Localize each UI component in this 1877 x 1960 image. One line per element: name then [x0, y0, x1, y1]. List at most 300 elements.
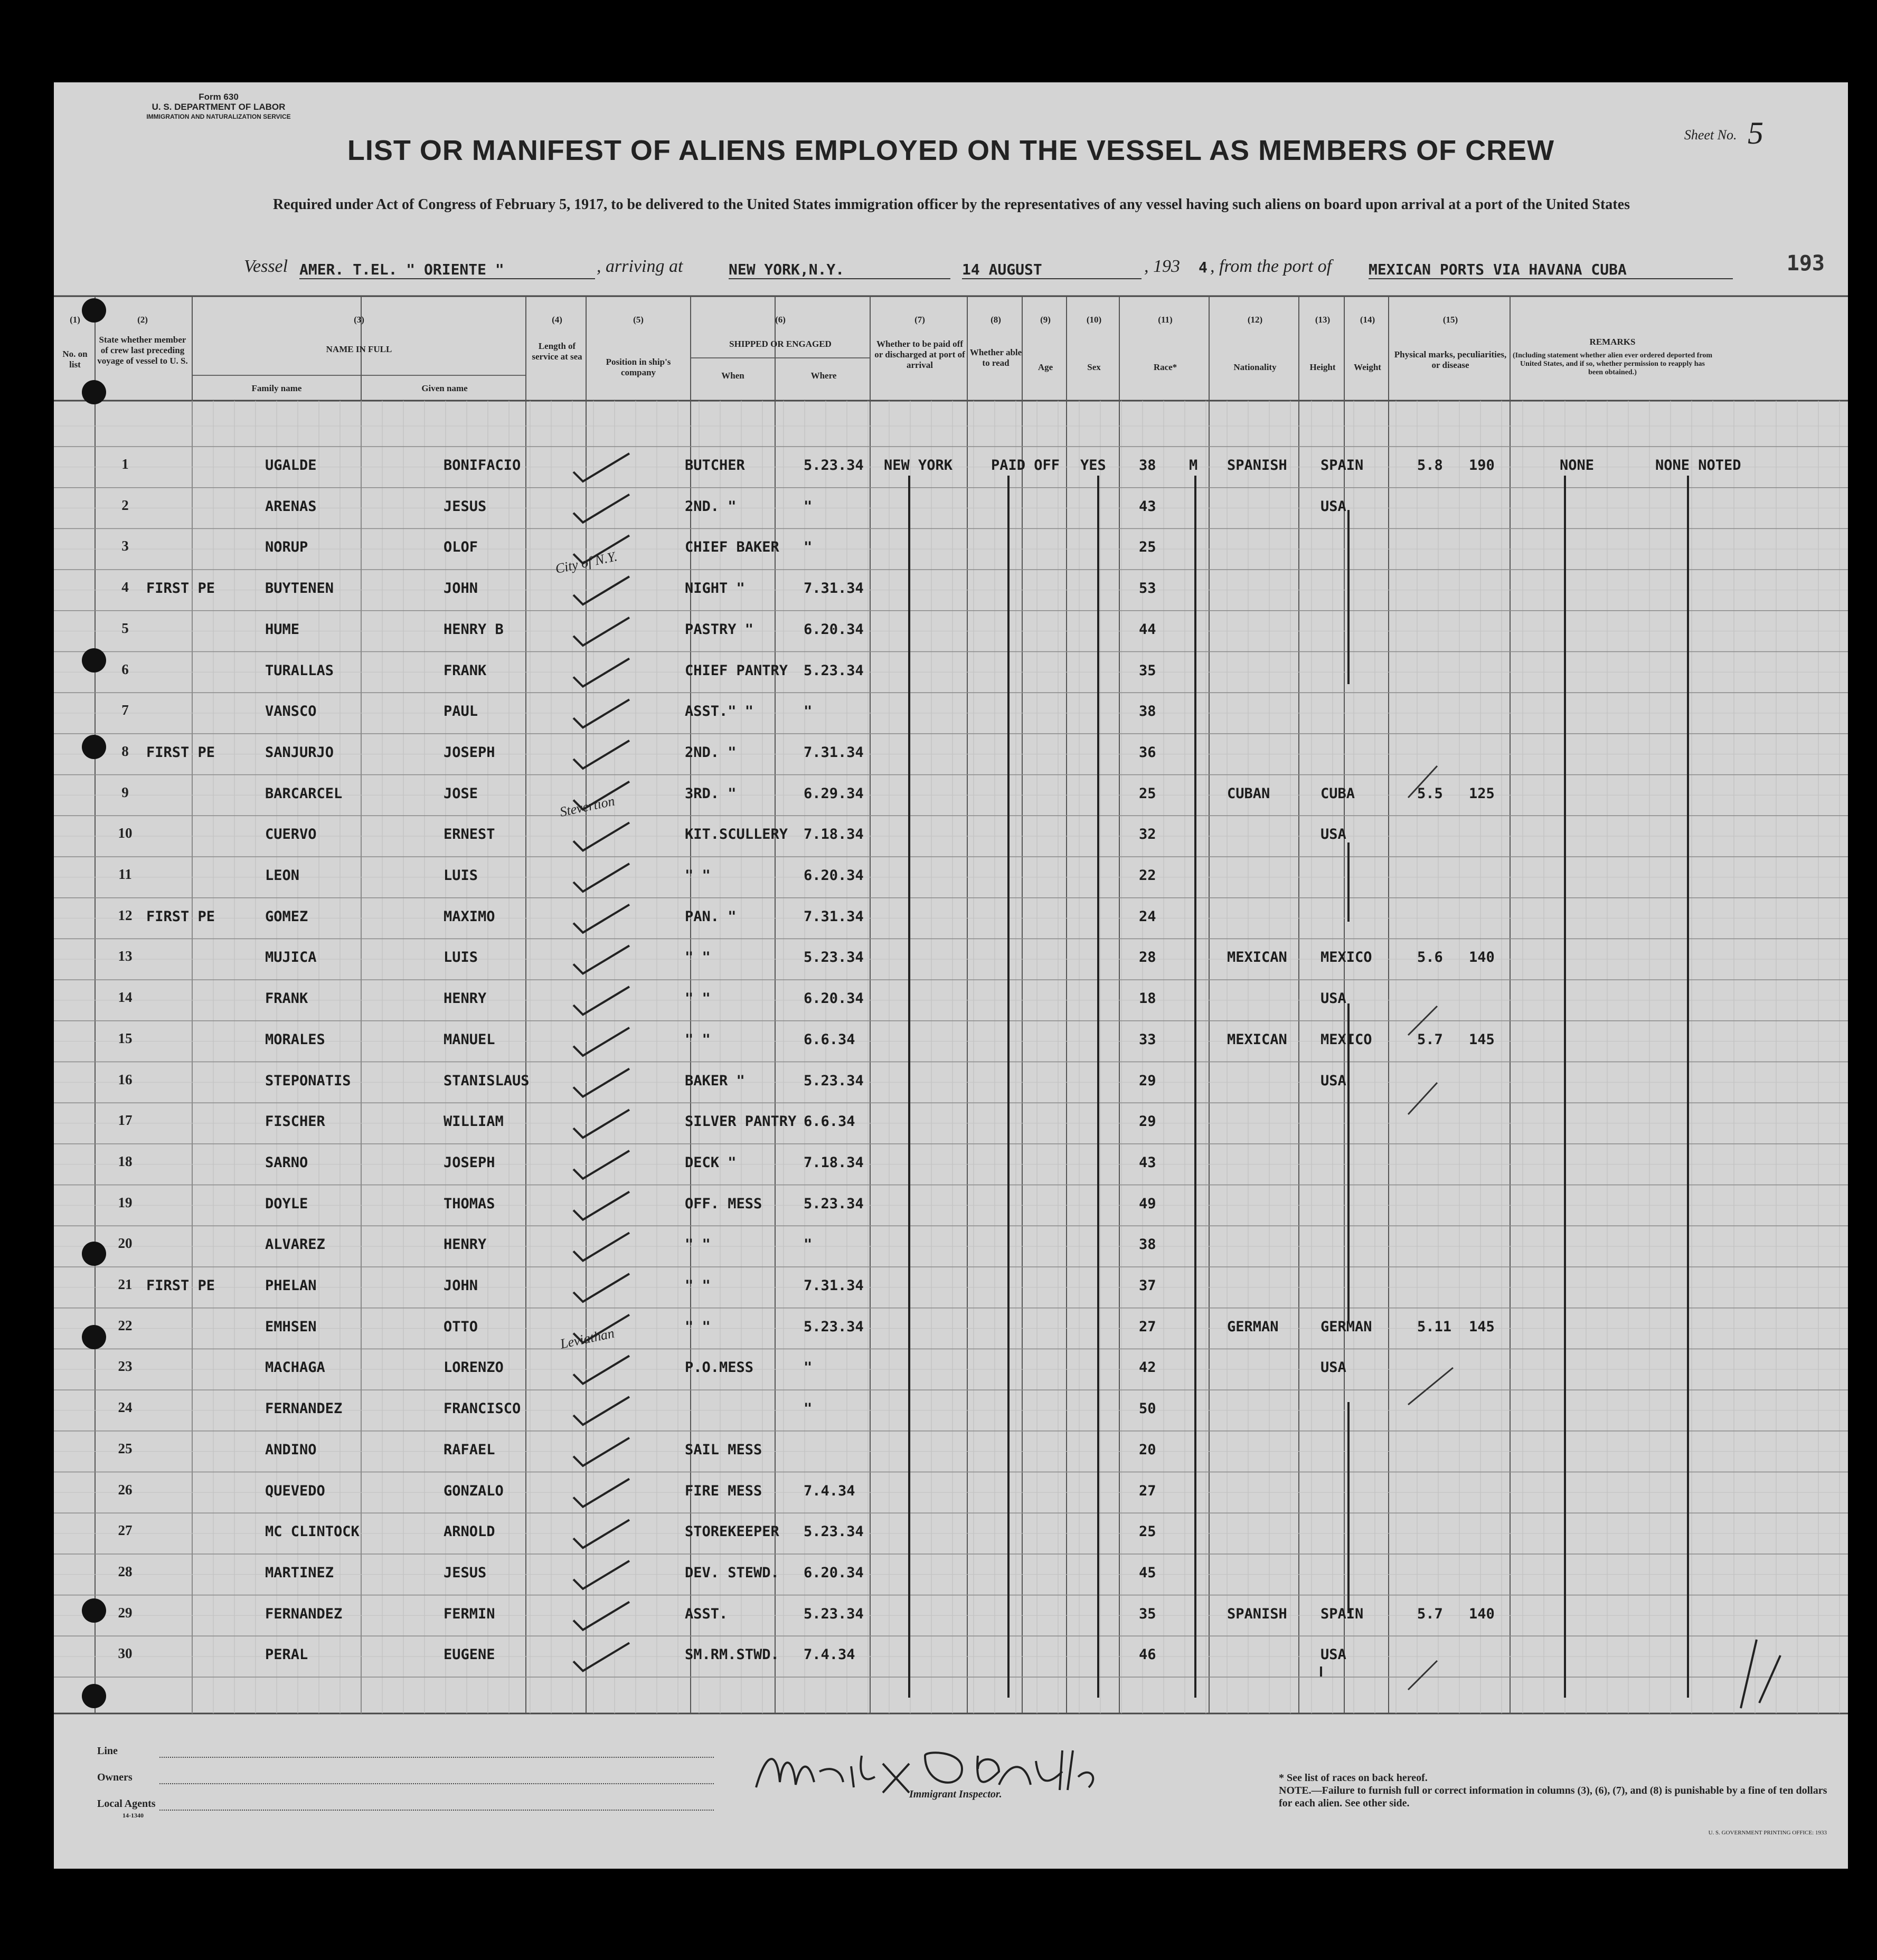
row-number: 16	[118, 1071, 133, 1087]
family-name: LEON	[265, 867, 300, 884]
race: MEXICAN	[1227, 1031, 1287, 1048]
shipped-when: "	[804, 1359, 813, 1376]
check-mark	[573, 1520, 629, 1548]
document-subtitle: Required under Act of Congress of February 5, 1917, to be delivered to the United States immigration officer by the representatives of any vessel having such aliens on board upon arrival at a port of the United States	[273, 196, 1630, 213]
family-name: FERNANDEZ	[265, 1605, 343, 1622]
height: 5.8	[1417, 457, 1443, 474]
position: SAIL MESS	[685, 1441, 762, 1458]
check-mark	[573, 741, 629, 769]
printer-imprint: U. S. GOVERNMENT PRINTING OFFICE: 1933	[1708, 1830, 1827, 1836]
row-number: 5	[121, 620, 129, 636]
shipped-when: 5.23.34	[804, 457, 864, 474]
position: PASTRY "	[685, 621, 754, 638]
previous-voyage: FIRST PE	[146, 744, 215, 761]
arriving-label: , arriving at	[597, 257, 683, 276]
shipped-when: 6.20.34	[804, 1564, 864, 1581]
shipped-when: 5.23.34	[804, 662, 864, 679]
paid-off: PAID OFF	[991, 457, 1060, 474]
age: 29	[1139, 1072, 1156, 1089]
given-name: WILLIAM	[444, 1113, 504, 1130]
given-name: JOSEPH	[444, 744, 495, 761]
given-name: HENRY	[444, 1236, 487, 1253]
col6-where-header: Where	[810, 371, 837, 381]
shipped-when: 7.31.34	[804, 908, 864, 925]
line-field	[159, 1757, 714, 1758]
row-number: 3	[121, 538, 129, 554]
family-name: VANSCO	[265, 703, 317, 720]
age: 35	[1139, 1605, 1156, 1622]
agents-label: Local Agents	[97, 1798, 156, 1810]
age: 20	[1139, 1441, 1156, 1458]
age: 38	[1139, 457, 1156, 474]
given-name: MAXIMO	[444, 908, 495, 925]
position: " "	[685, 1277, 711, 1294]
shipped-when: "	[804, 1400, 813, 1417]
col8-number: (8)	[991, 315, 1001, 325]
age: 25	[1139, 785, 1156, 802]
sheet-number-label: Sheet No.	[1684, 127, 1737, 143]
age: 49	[1139, 1195, 1156, 1212]
row-number: 23	[118, 1358, 133, 1375]
family-name: ANDINO	[265, 1441, 317, 1458]
able-to-read: YES	[1080, 457, 1106, 474]
col1-header: No. on list	[62, 349, 88, 370]
punch-hole	[82, 1598, 106, 1623]
age: 36	[1139, 744, 1156, 761]
check-mark	[573, 1438, 629, 1466]
shipped-when: 6.20.34	[804, 990, 864, 1007]
check-mark	[573, 1069, 629, 1097]
age: 38	[1139, 1236, 1156, 1253]
family-name: BARCARCEL	[265, 785, 343, 802]
position: " "	[685, 990, 711, 1007]
age: 29	[1139, 1113, 1156, 1130]
shipped-when: 5.23.34	[804, 949, 864, 966]
row-number: 24	[118, 1399, 133, 1416]
previous-voyage: FIRST PE	[146, 908, 215, 925]
given-name: MANUEL	[444, 1031, 495, 1048]
position: CHIEF BAKER	[685, 539, 779, 556]
col12-number: (12)	[1247, 315, 1263, 325]
shipped-when: "	[804, 1236, 813, 1253]
age: 32	[1139, 826, 1156, 843]
nationality: USA	[1320, 498, 1346, 515]
age: 42	[1139, 1359, 1156, 1376]
punch-hole	[82, 380, 106, 404]
check-mark	[573, 1028, 629, 1056]
family-name: NORUP	[265, 539, 308, 556]
col10-header: Sex	[1087, 362, 1101, 372]
height: 5.7	[1417, 1031, 1443, 1048]
footnotes	[1279, 1772, 1838, 1810]
check-mark	[573, 1479, 629, 1507]
nationality: USA	[1320, 1359, 1346, 1376]
position: 2ND. "	[685, 744, 737, 761]
from-port-label: , from the port of	[1210, 257, 1332, 276]
col15-header: Physical marks, peculiarities, or disease	[1394, 349, 1507, 370]
row-number: 26	[118, 1481, 133, 1498]
weight: 140	[1469, 1605, 1495, 1622]
family-name: HUME	[265, 621, 300, 638]
service-name: IMMIGRATION AND NATURALIZATION SERVICE	[146, 113, 291, 120]
shipped-when: 6.20.34	[804, 621, 864, 638]
check-mark	[573, 699, 629, 727]
position: STOREKEEPER	[685, 1523, 779, 1540]
row-number: 9	[121, 784, 129, 800]
given-name: STANISLAUS	[444, 1072, 530, 1089]
age: 46	[1139, 1646, 1156, 1663]
row-number: 28	[118, 1563, 133, 1579]
given-name: FRANK	[444, 662, 487, 679]
shipped-when: "	[804, 498, 813, 515]
punch-hole	[82, 1325, 106, 1349]
weight: 190	[1469, 457, 1495, 474]
age: 43	[1139, 1154, 1156, 1171]
row-number: 17	[118, 1112, 133, 1129]
owners-field	[159, 1783, 714, 1784]
check-mark	[573, 1602, 629, 1630]
position: ASST." "	[685, 703, 754, 720]
weight: 145	[1469, 1031, 1495, 1048]
nationality: USA	[1320, 1646, 1346, 1663]
check-mark	[573, 1274, 629, 1302]
col14-header: Weight	[1354, 362, 1381, 372]
manifest-sheet	[54, 82, 1848, 1869]
position: " "	[685, 1318, 711, 1335]
family-name: CUERVO	[265, 826, 317, 843]
shipped-when: "	[804, 703, 813, 720]
position: " "	[685, 1031, 711, 1048]
footnote-penalty: NOTE.—Failure to furnish full or correct information in columns (3), (6), (7), and (8) is punishable by a fine of ten dollars for each alien. See other side.	[1279, 1785, 1827, 1809]
age: 22	[1139, 867, 1156, 884]
row-number: 29	[118, 1604, 133, 1621]
closing-mark	[1741, 1640, 1780, 1708]
col13-number: (13)	[1315, 315, 1331, 325]
col7-number: (7)	[914, 315, 925, 325]
row-number: 14	[118, 989, 133, 1006]
given-name: LORENZO	[444, 1359, 504, 1376]
family-name: ARENAS	[265, 498, 317, 515]
shipped-when: 7.31.34	[804, 744, 864, 761]
age: 38	[1139, 703, 1156, 720]
check-mark	[573, 618, 629, 646]
strike-mark	[1408, 1083, 1437, 1114]
shipped-when: 6.20.34	[804, 867, 864, 884]
annotation-prev-vessel: Stevertion	[558, 793, 616, 820]
document-title: LIST OR MANIFEST OF ALIENS EMPLOYED ON THE VESSEL AS MEMBERS OF CREW	[347, 135, 1555, 166]
row-number: 13	[118, 948, 133, 964]
row-number: 4	[121, 579, 129, 595]
family-name: DOYLE	[265, 1195, 308, 1212]
col8-header: Whether able to read	[969, 347, 1022, 368]
check-mark	[573, 1110, 629, 1138]
check-mark	[573, 1151, 629, 1179]
given-name: THOMAS	[444, 1195, 495, 1212]
given-name: LUIS	[444, 867, 478, 884]
given-name: HENRY B	[444, 621, 504, 638]
col6-when-header: When	[721, 371, 744, 381]
arrival-date: 14 AUGUST	[962, 261, 1142, 279]
col6-header: SHIPPED OR ENGAGED	[729, 339, 832, 349]
family-name: MARTINEZ	[265, 1564, 334, 1581]
col13-header: Height	[1309, 362, 1336, 372]
col16-header: REMARKS	[1589, 337, 1636, 347]
given-name: OTTO	[444, 1318, 478, 1335]
col6-number: (6)	[775, 315, 786, 325]
form-number: Form 630	[199, 92, 239, 102]
weight: 140	[1469, 949, 1495, 966]
position: 3RD. "	[685, 785, 737, 802]
age: 25	[1139, 539, 1156, 556]
check-mark	[573, 659, 629, 687]
row-number: 11	[118, 866, 132, 882]
age: 45	[1139, 1564, 1156, 1581]
position: PAN. "	[685, 908, 737, 925]
nationality: GERMAN	[1320, 1318, 1372, 1335]
position: FIRE MESS	[685, 1482, 762, 1499]
col5-number: (5)	[633, 315, 644, 325]
row-number: 19	[118, 1194, 133, 1210]
row-number: 15	[118, 1030, 133, 1046]
position: NIGHT "	[685, 580, 745, 597]
position: KIT.SCULLERY	[685, 826, 788, 843]
shipped-when: 6.6.34	[804, 1113, 855, 1130]
given-name: ERNEST	[444, 826, 495, 843]
shipped-when: 5.23.34	[804, 1195, 864, 1212]
footnote-races: * See list of races on back hereof.	[1279, 1772, 1428, 1784]
col4-header: Length of service at sea	[532, 341, 582, 362]
check-mark	[573, 1233, 629, 1261]
col3-header: NAME IN FULL	[326, 344, 392, 354]
race: MEXICAN	[1227, 949, 1287, 966]
check-mark	[573, 576, 629, 604]
given-name: JOHN	[444, 1277, 478, 1294]
col15-number: (15)	[1442, 315, 1458, 325]
col1-number: (1)	[70, 315, 80, 325]
check-mark	[573, 453, 629, 481]
shipped-when: 6.29.34	[804, 785, 864, 802]
height: 5.5	[1417, 785, 1443, 802]
given-name: JOSE	[444, 785, 478, 802]
position: " "	[685, 867, 711, 884]
col4-number: (4)	[552, 315, 562, 325]
shipped-where: NEW YORK	[884, 457, 953, 474]
family-name: QUEVEDO	[265, 1482, 325, 1499]
col7-header: Whether to be paid off or discharged at port of arrival	[874, 339, 965, 370]
check-mark	[573, 822, 629, 850]
family-name: MUJICA	[265, 949, 317, 966]
family-name: MC CLINTOCK	[265, 1523, 360, 1540]
previous-voyage: FIRST PE	[146, 1277, 215, 1294]
given-name: OLOF	[444, 539, 478, 556]
row-number: 18	[118, 1153, 133, 1169]
check-mark	[573, 864, 629, 892]
given-name: GONZALO	[444, 1482, 504, 1499]
nationality: MEXICO	[1320, 949, 1372, 966]
check-mark	[573, 1643, 629, 1671]
shipped-when: 7.31.34	[804, 1277, 864, 1294]
age: 53	[1139, 580, 1156, 597]
given-name: JESUS	[444, 1564, 487, 1581]
position: 2ND. "	[685, 498, 737, 515]
position: DEV. STEWD.	[685, 1564, 779, 1581]
age: 25	[1139, 1523, 1156, 1540]
page-number: 193	[1786, 251, 1825, 276]
shipped-when: 5.23.34	[804, 1072, 864, 1089]
family-name: STEPONATIS	[265, 1072, 351, 1089]
given-name: RAFAEL	[444, 1441, 495, 1458]
check-mark	[573, 987, 629, 1015]
row-number: 21	[118, 1276, 133, 1292]
punch-hole	[82, 298, 106, 323]
race: SPANISH	[1227, 457, 1287, 474]
family-name: FISCHER	[265, 1113, 325, 1130]
agents-field	[159, 1810, 714, 1811]
age: 44	[1139, 621, 1156, 638]
row-number: 20	[118, 1235, 133, 1252]
col5-header: Position in ship's company	[606, 357, 671, 377]
shipped-when: 5.23.34	[804, 1605, 864, 1622]
position: SM.RM.STWD.	[685, 1646, 779, 1663]
position: " "	[685, 949, 711, 966]
nationality: SPAIN	[1320, 1605, 1364, 1622]
nationality: CUBA	[1320, 785, 1355, 802]
vessel-name: AMER. T.EL. " ORIENTE "	[299, 261, 595, 279]
row-number: 1	[121, 456, 129, 472]
punch-hole	[82, 1242, 106, 1266]
shipped-when: 7.18.34	[804, 826, 864, 843]
annotation-prev-vessel: Leviathan	[559, 1325, 616, 1352]
col3-given-header: Given name	[421, 383, 468, 393]
row-number: 6	[121, 661, 129, 677]
age: 50	[1139, 1400, 1156, 1417]
col3-number: (3)	[354, 315, 364, 325]
row-number: 12	[118, 907, 133, 923]
age: 27	[1139, 1482, 1156, 1499]
given-name: HENRY	[444, 990, 487, 1007]
position: OFF. MESS	[685, 1195, 762, 1212]
row-number: 7	[121, 702, 129, 718]
race: GERMAN	[1227, 1318, 1279, 1335]
line-label: Line	[97, 1745, 118, 1757]
family-name: SANJURJO	[265, 744, 334, 761]
nationality: USA	[1320, 826, 1346, 843]
given-name: FERMIN	[444, 1605, 495, 1622]
family-name: PHELAN	[265, 1277, 317, 1294]
row-number: 2	[121, 497, 129, 513]
age: 28	[1139, 949, 1156, 966]
family-name: FERNANDEZ	[265, 1400, 343, 1417]
age: 27	[1139, 1318, 1156, 1335]
row-number: 8	[121, 743, 129, 759]
row-number: 25	[118, 1440, 133, 1456]
family-name: PERAL	[265, 1646, 308, 1663]
col16-note: (Including statement whether alien ever ordered deported from United States, and if so, whether permission to reapply has been obtained.)	[1512, 352, 1713, 376]
agents-code: 14-1340	[122, 1812, 144, 1819]
check-mark	[573, 1397, 629, 1425]
position: CHIEF PANTRY	[685, 662, 788, 679]
family-name: SARNO	[265, 1154, 308, 1171]
col2-number: (2)	[137, 315, 148, 325]
age: 33	[1139, 1031, 1156, 1048]
family-name: EMHSEN	[265, 1318, 317, 1335]
arriving-port: NEW YORK,N.Y.	[729, 261, 950, 279]
strike-mark	[1408, 1368, 1453, 1405]
sheet-number-value: 5	[1748, 116, 1763, 150]
family-name: ALVAREZ	[265, 1236, 325, 1253]
shipped-when: 7.18.34	[804, 1154, 864, 1171]
given-name: LUIS	[444, 949, 478, 966]
nationality: USA	[1320, 990, 1346, 1007]
height: 5.6	[1417, 949, 1443, 966]
given-name: ARNOLD	[444, 1523, 495, 1540]
shipped-when: 7.4.34	[804, 1646, 855, 1663]
weight: 145	[1469, 1318, 1495, 1335]
position: " "	[685, 1236, 711, 1253]
vessel-label: Vessel	[244, 257, 288, 276]
given-name: JOSEPH	[444, 1154, 495, 1171]
owners-label: Owners	[97, 1772, 133, 1783]
col10-number: (10)	[1086, 315, 1102, 325]
check-mark	[573, 945, 629, 973]
age: 37	[1139, 1277, 1156, 1294]
check-mark	[573, 495, 629, 523]
given-name: FRANCISCO	[444, 1400, 521, 1417]
nationality: MEXICO	[1320, 1031, 1372, 1048]
height: 5.7	[1417, 1605, 1443, 1622]
family-name: BUYTENEN	[265, 580, 334, 597]
col2-header: State whether member of crew last preceding voyage of vessel to U. S.	[97, 335, 188, 366]
col12-header: Nationality	[1233, 362, 1277, 372]
check-mark	[573, 905, 629, 933]
shipped-when: "	[804, 539, 813, 556]
nationality: SPAIN	[1320, 457, 1364, 474]
race: SPANISH	[1227, 1605, 1287, 1622]
col9-number: (9)	[1040, 315, 1051, 325]
given-name: EUGENE	[444, 1646, 495, 1663]
col3-family-header: Family name	[251, 383, 302, 393]
row-number: 27	[118, 1522, 133, 1539]
family-name: MACHAGA	[265, 1359, 325, 1376]
position: SILVER PANTRY	[685, 1113, 797, 1130]
given-name: PAUL	[444, 703, 478, 720]
check-mark	[573, 1192, 629, 1220]
given-name: JESUS	[444, 498, 487, 515]
row-number: 30	[118, 1645, 133, 1662]
age: 35	[1139, 662, 1156, 679]
shipped-when: 5.23.34	[804, 1523, 864, 1540]
punch-hole	[82, 735, 106, 759]
position: ASST.	[685, 1605, 728, 1622]
age: 24	[1139, 908, 1156, 925]
row-number: 22	[118, 1317, 133, 1333]
family-name: GOMEZ	[265, 908, 308, 925]
physical-marks: NONE	[1560, 457, 1595, 474]
remarks: NONE NOTED	[1655, 457, 1741, 474]
year-suffix: 4	[1199, 259, 1208, 276]
year-prefix: , 193	[1144, 257, 1180, 276]
sex: M	[1189, 457, 1198, 474]
shipped-when: 7.4.34	[804, 1482, 855, 1499]
given-name: BONIFACIO	[444, 457, 521, 474]
col9-header: Age	[1037, 362, 1053, 372]
from-port: MEXICAN PORTS VIA HAVANA CUBA	[1369, 261, 1733, 279]
previous-voyage: FIRST PE	[146, 580, 215, 597]
shipped-when: 7.31.34	[804, 580, 864, 597]
position: BAKER "	[685, 1072, 745, 1089]
nationality: USA	[1320, 1072, 1346, 1089]
family-name: FRANK	[265, 990, 308, 1007]
